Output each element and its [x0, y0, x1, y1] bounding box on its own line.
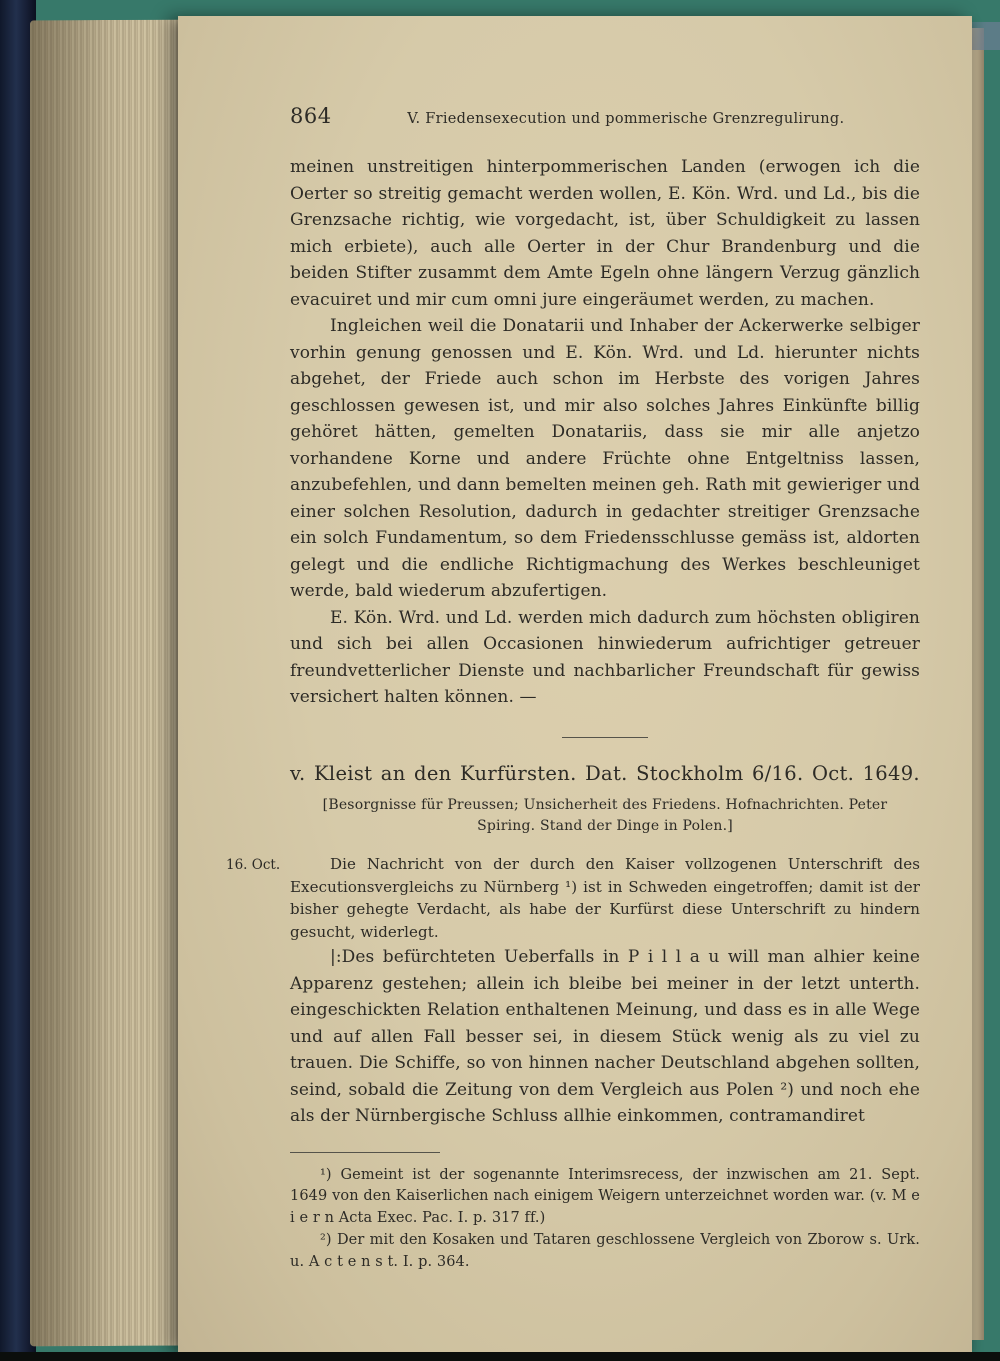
page-content — [178, 16, 972, 1352]
page-number: 864 — [290, 104, 332, 128]
body-paragraph: Ingleichen weil die Donatarii und Inhaber der Ackerwerke selbiger vorhin genung genossen und E. Kön. Wrd. und Ld. hierunter nichts abgehet, der Friede auch schon im Herbste des vorigen Jahres geschlossen gewesen ist, und mir also solches Jahres Einkünfte billig gehöret hätten, gemelten Donatariis, dass sie mir alle anjetzo vorhandene Korne und andere Früchte ohne Entgeltniss lassen, anzubefehlen, und dann bemelten meinen geh. Rath mit gewieriger und einer solchen Resolution, dadurch in gedachter streitiger Grenzsache ein solch Fundamentum, so dem Friedensschlusse gemäss ist, aldorten gelegt und die endliche Richtigmachung des Werkes beschleuniget werde, bald wiederum abzufertigen. — [290, 316, 920, 602]
body-paragraph: E. Kön. Wrd. und Ld. werden mich dadurch zum höchsten obligiren und sich bei allen Occasionen hinwiederum aufrichtiger getreuer freundvetterlicher Dienste und nachbarlicher Freundschaft für gewiss versichert halten können. — — [290, 607, 920, 708]
book-page — [178, 16, 972, 1352]
footnote-divider — [290, 1152, 440, 1153]
scan-bottom-edge — [0, 1352, 1000, 1361]
section-paragraph: Die Nachricht von der durch den Kaiser vollzogenen Unterschrift des Executionsvergleichs zu Nürnberg ¹) ist in Schweden eingetroffen; damit ist der bisher gehegte Verdacht, als habe der Kurfürst diese Unterschrift zu hindern gesucht, widerlegt. — [290, 854, 920, 942]
running-header: V. Friedensexecution und pommerische Grenzregulirung. — [407, 111, 845, 127]
body-paragraph: meinen unstreitigen hinterpommerischen Landen (erwogen ich die Oerter so streitig gemacht werden wollen, E. Kön. Wrd. und Ld., bis die Grenzsache richtig, wie vorgedacht, ist, über Schuldigkeit zu lassen mich erbiete), auch alle Oerter in der Chur Brandenburg und die beiden Stifter zusammt dem Amte Egeln ohne längern Verzug gänzlich evacuiret und mir cum omni jure eingeräumet werden, zu machen. — [290, 157, 920, 310]
margin-date: 16. Oct. — [226, 856, 281, 873]
section-summary: [Besorgnisse für Preussen; Unsicherheit des Friedens. Hofnachrichten. Peter Spiring. Stand der Dinge in Polen.] — [322, 796, 888, 834]
section-heading: v. Kleist an den Kurfürsten. Dat. Stockholm 6/16. Oct. 1649. — [290, 761, 920, 785]
page-header — [290, 104, 920, 128]
footnote: ¹) Gemeint ist der sogenannte Interimsrecess, der inzwischen am 21. Sept. 1649 von den Kaiserlichen nach einigem Weigern unterzeichnet worden war. (v. M e i e r n Acta Exec. Pac. I. p. 317 ff.) — [290, 1166, 920, 1227]
page-stack-edges — [30, 20, 182, 1347]
section-divider — [562, 737, 648, 738]
footnote: ²) Der mit den Kosaken und Tataren geschlossene Vergleich von Zborow s. Urk. u. A c t e n s t. I. p. 364. — [290, 1231, 920, 1270]
section-paragraph: |:Des befürchteten Ueberfalls in P i l l a u will man alhier keine Apparenz gestehen; allein ich bleibe bei meiner in der letzt unterth. eingeschickten Relation enthaltenen Meinung, und dass es in alle Wege und auf allen Fall besser sei, in diesem Stück wenig als zu viel zu trauen. Die Schiffe, so von hinnen nacher Deutschland abgehen sollten, seind, sobald die Zeitung von dem Vergleich aus Polen ²) und noch ehe als der Nürnbergische Schluss allhie einkommen, contramandiret — [290, 947, 920, 1127]
section-body — [226, 853, 920, 1130]
